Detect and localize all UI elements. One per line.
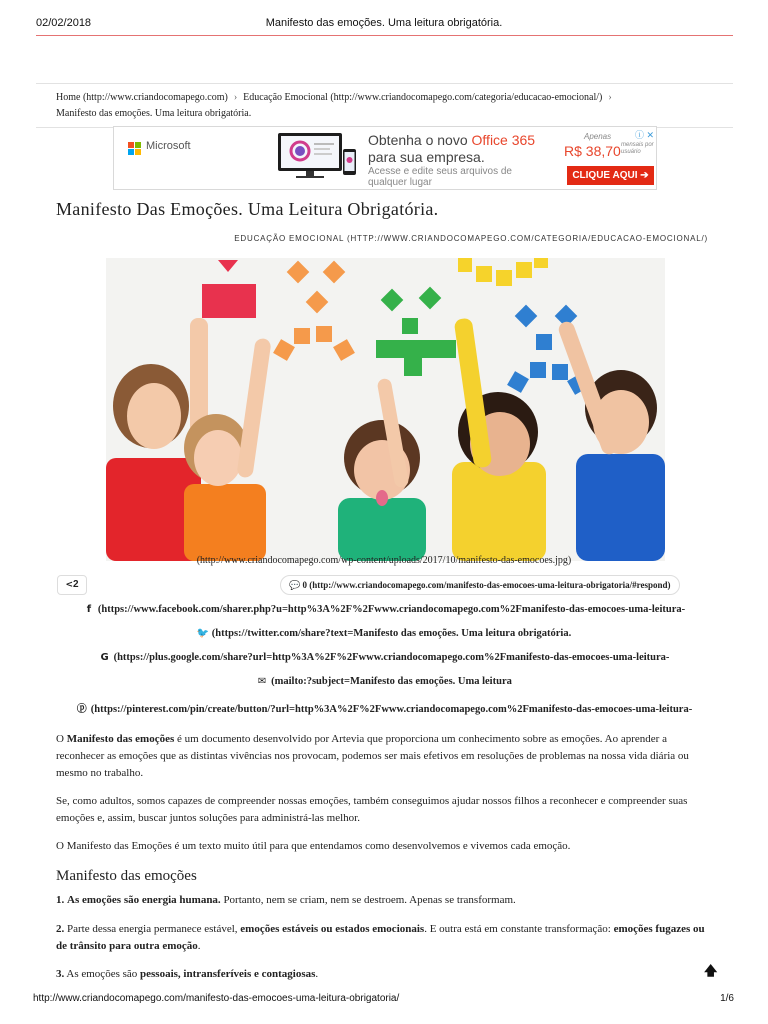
breadcrumb-separator: › — [608, 92, 612, 103]
bold-text: emoções fugazes ou de trânsito para outra emoção — [56, 923, 705, 952]
facebook-icon: f — [86, 604, 92, 615]
image-source-link[interactable]: (http://www.criandocomapego.com/wp-content/uploads/2017/10/manifesto-das-emocoes.jpg) — [196, 555, 572, 566]
share-google-url: (https://plus.google.com/share?url=http%3A%2F%2Fwww.criandocomapego.com%2Fmanifesto-das-emocoes-uma-leitura- — [113, 652, 670, 663]
item-number: 2. — [56, 923, 65, 935]
comments-link[interactable] — [280, 575, 680, 595]
text-span: As emoções são — [64, 968, 141, 980]
share-icon: < — [65, 580, 73, 590]
share-pinterest-url: (https://pinterest.com/pin/create/button/?url=http%3A%2F%2Fwww.criandocomapego.com%2Fmanifesto-das-emocoes-uma-leitura- — [90, 704, 693, 715]
post-title: Manifesto Das Emoções. Uma Leitura Obrigatória. — [56, 199, 439, 219]
share-email-url: (mailto:?subject=Manifesto das emoções. Uma leitura — [271, 676, 512, 687]
text-span: é um documento desenvolvido por Artevia que proporciona um conhecimento sobre as emoções. Ao aprender a reconhecer as emoções que as distintas vivências nos provocam, podemos ser mais efetivos em resoluções de problemas na nossa vida diária ou mesmo no trabalho. — [56, 733, 689, 779]
share-google-link[interactable] — [0, 652, 768, 663]
footer-url: http://www.criandocomapego.com/manifesto-das-emocoes-uma-leitura-obrigatoria/ — [33, 993, 400, 1004]
ad-price-note: mensais por usuário — [621, 142, 654, 155]
ad-choices-icon[interactable]: ⓘ ✕ — [634, 130, 654, 140]
ad-cta-label: CLIQUE AQUI — [572, 170, 638, 181]
hero-image-children-emotions[interactable] — [106, 258, 665, 561]
share-facebook-link[interactable] — [0, 604, 768, 615]
pinterest-icon: ⓟ — [76, 704, 87, 715]
text-span: O — [56, 733, 67, 745]
manifesto-item-2 — [56, 921, 716, 955]
text-span: . E outra está em constante transformação: — [424, 923, 614, 935]
office-365-ad-banner[interactable] — [113, 126, 657, 190]
share-facebook-url: (https://www.facebook.com/sharer.php?u=http%3A%2F%2Fwww.criandocomapego.com%2Fmanifesto-das-emocoes-uma-leitura- — [97, 604, 686, 615]
share-twitter-link[interactable] — [0, 628, 768, 639]
paragraph-adults: Se, como adultos, somos capazes de compreender nossas emoções, também conseguimos ajudar nossos filhos a reconhecer e compreender suas emoções e, assim, buscar juntos soluções para administrá-las melhor. — [56, 795, 688, 824]
page-number: 1/6 — [720, 993, 734, 1004]
microsoft-logo-icon — [128, 142, 141, 155]
ad-price: R$ 38,70 — [564, 143, 621, 159]
share-count-button[interactable] — [57, 575, 87, 595]
manifesto-item-3 — [56, 966, 716, 983]
bold-text: pessoais, intransferíveis e contagiosas — [140, 968, 316, 980]
google-icon: G — [100, 652, 109, 663]
ad-brand: Microsoft — [146, 140, 191, 152]
print-title: Manifesto das emoções. Uma leitura obrigatória. — [265, 17, 503, 29]
breadcrumb-home-link[interactable]: Home (http://www.criandocomapego.com) — [56, 92, 228, 103]
item-number: 1. — [56, 894, 65, 906]
paragraph-intro — [56, 731, 716, 782]
comment-icon: 💬 — [289, 581, 301, 591]
breadcrumb-separator: › — [233, 92, 238, 103]
comments-text: 0 (http://www.criandocomapego.com/manifesto-das-emocoes-uma-leitura-obrigatoria/#respond) — [302, 580, 671, 590]
share-count: 2 — [72, 579, 79, 590]
ad-headline-line2: para sua empresa. — [368, 149, 485, 165]
header-rule — [36, 35, 733, 36]
back-to-top-arrow-icon[interactable]: 🡅 — [704, 964, 718, 979]
text-span: . — [315, 968, 319, 980]
breadcrumb — [36, 83, 733, 128]
arrow-right-icon: ➔ — [640, 170, 649, 181]
ad-headline — [368, 132, 535, 166]
post-category-link[interactable]: EDUCAÇÃO EMOCIONAL (HTTP://WWW.CRIANDOCOMAPEGO.COM/CATEGORIA/EDUCACAO-EMOCIONAL/) — [234, 234, 708, 243]
envelope-icon: ✉ — [257, 676, 267, 687]
breadcrumb-current: Manifesto das emoções. Uma leitura obrigatória. — [56, 108, 252, 119]
manifesto-item-1 — [56, 892, 716, 909]
bold-text: As emoções são energia humana. — [67, 894, 221, 906]
text-span: Portanto, nem se criam, nem se destroem. Apenas se transformam. — [220, 894, 516, 906]
section-heading: Manifesto das emoções — [56, 868, 197, 884]
share-email-link[interactable] — [0, 676, 768, 687]
print-date: 02/02/2018 — [36, 17, 92, 29]
text-span: . — [197, 940, 201, 952]
paragraph-useful: O Manifesto das Emoções é um texto muito útil para que entendamos como desenvolvemos e vivemos cada emoção. — [56, 840, 571, 852]
ad-cta-button[interactable] — [567, 166, 654, 185]
share-twitter-url: (https://twitter.com/share?text=Manifesto das emoções. Uma leitura obrigatória. — [211, 628, 572, 639]
print-header — [0, 0, 768, 38]
twitter-icon: 🐦 — [196, 628, 210, 639]
breadcrumb-category-link[interactable]: Educação Emocional (http://www.criandocomapego.com/categoria/educacao-emocional/) — [243, 92, 603, 103]
bold-text: emoções estáveis ou estados emocionais — [240, 923, 425, 935]
bold-text: Manifesto das emoções — [66, 733, 175, 745]
text-span: Parte dessa energia permanece estável, — [64, 923, 241, 935]
ad-headline-text: Obtenha o novo — [368, 132, 472, 148]
ad-subtext: Acesse e edite seus arquivos de qualquer lugar — [368, 166, 512, 188]
item-number: 3. — [56, 968, 65, 980]
share-pinterest-link[interactable] — [0, 700, 768, 715]
ad-product: Office 365 — [471, 132, 536, 148]
ad-apenas: Apenas — [584, 132, 612, 141]
